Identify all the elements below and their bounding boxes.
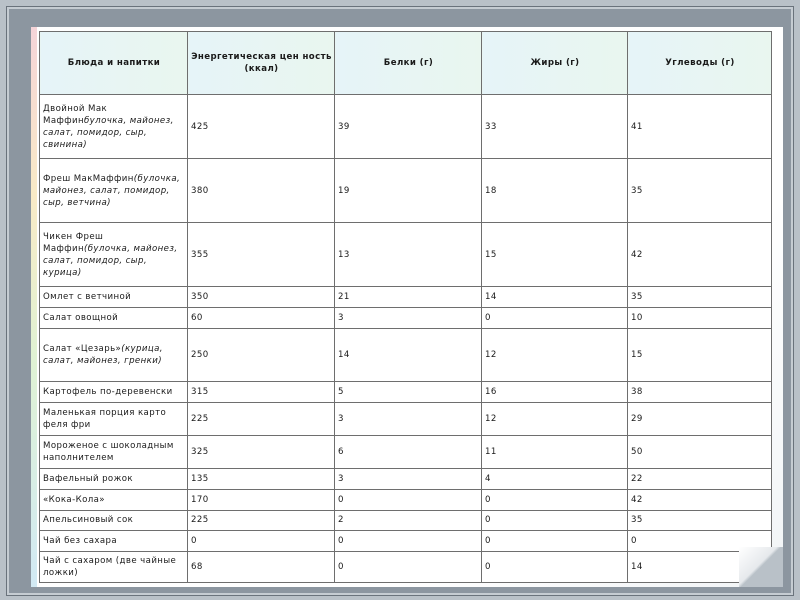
header-fat: Жиры (г) [482,32,628,95]
table-row [40,223,772,287]
dish-name: Апельсиновый сок [43,515,134,526]
cell-fat: 11 [482,436,628,469]
cell-energy: 350 [188,287,335,308]
cell-energy: 0 [188,531,335,552]
cell-protein: 0 [335,489,482,510]
cell-carbs: 29 [628,403,772,436]
cell-carbs: 0 [628,531,772,552]
cell-energy: 68 [188,551,335,582]
dish-name: Салат овощной [43,312,119,323]
dish-name: Двойной Мак Маффин [43,103,108,126]
cell-dish [40,95,188,159]
cell-protein: 3 [335,403,482,436]
table-row [40,436,772,469]
cell-energy: 225 [188,510,335,531]
dish-name: Чай с сахаром (две чайные ложки) [43,555,177,578]
table-row [40,159,772,223]
table-row [40,510,772,531]
cell-energy: 355 [188,223,335,287]
cell-protein: 21 [335,287,482,308]
dish-name: Чай без сахара [43,536,118,547]
slide-canvas [31,27,783,587]
cell-protein: 3 [335,307,482,328]
cell-carbs: 42 [628,489,772,510]
cell-protein: 39 [335,95,482,159]
slide-frame [6,6,794,596]
cell-protein: 14 [335,328,482,382]
cell-carbs: 10 [628,307,772,328]
cell-fat: 12 [482,403,628,436]
cell-carbs: 22 [628,469,772,490]
cell-carbs: 14 [628,551,772,582]
dish-name: Маленькая порция карто феля фри [43,408,167,431]
table-row [40,531,772,552]
table-row [40,489,772,510]
cell-energy: 60 [188,307,335,328]
cell-carbs: 50 [628,436,772,469]
cell-fat: 0 [482,510,628,531]
cell-protein: 0 [335,531,482,552]
cell-carbs: 35 [628,159,772,223]
cell-protein: 2 [335,510,482,531]
cell-fat: 4 [482,469,628,490]
cell-fat: 0 [482,489,628,510]
cell-dish [40,223,188,287]
cell-fat: 33 [482,95,628,159]
table-row [40,287,772,308]
cell-energy: 250 [188,328,335,382]
cell-dish [40,307,188,328]
cell-dish [40,531,188,552]
dish-name: Фреш МакМаффин [43,173,134,184]
cell-protein: 5 [335,382,482,403]
cell-energy: 135 [188,469,335,490]
cell-dish [40,287,188,308]
cell-carbs: 35 [628,287,772,308]
dish-name: Чикен Фреш Маффин [43,231,104,254]
dish-ingredients: (булочка, майонез, салат, помидор, сыр, ветчина) [43,173,181,208]
cell-dish [40,510,188,531]
cell-protein: 6 [335,436,482,469]
cell-protein: 0 [335,551,482,582]
cell-fat: 12 [482,328,628,382]
cell-protein: 13 [335,223,482,287]
cell-dish [40,328,188,382]
cell-energy: 325 [188,436,335,469]
cell-carbs: 42 [628,223,772,287]
cell-fat: 18 [482,159,628,223]
cell-energy: 425 [188,95,335,159]
table-row [40,469,772,490]
header-protein: Белки (г) [335,32,482,95]
table-row [40,307,772,328]
page-curl [739,547,783,587]
cell-fat: 0 [482,551,628,582]
cell-carbs: 35 [628,510,772,531]
dish-name: Мороженое с шоколадным наполнителем [43,441,174,464]
cell-dish [40,382,188,403]
table-row [40,95,772,159]
dish-ingredients: (булочка, майонез, салат, помидор, сыр, курица) [43,243,178,278]
cell-fat: 15 [482,223,628,287]
dish-name: Картофель по-деревенски [43,387,173,398]
cell-fat: 14 [482,287,628,308]
cell-protein: 3 [335,469,482,490]
cell-fat: 16 [482,382,628,403]
decorative-ribbon [31,27,37,587]
dish-name: Омлет с ветчиной [43,292,132,303]
table-body [40,95,772,583]
dish-ingredients: булочка, майонез, салат, помидор, сыр, свинина) [43,115,174,150]
table-row [40,403,772,436]
header-dish: Блюда и напитки [40,32,188,95]
cell-dish [40,469,188,490]
cell-dish [40,403,188,436]
cell-carbs: 15 [628,328,772,382]
cell-energy: 315 [188,382,335,403]
cell-dish [40,489,188,510]
header-carbs: Углеводы (г) [628,32,772,95]
cell-protein: 19 [335,159,482,223]
cell-fat: 0 [482,307,628,328]
cell-fat: 0 [482,531,628,552]
dish-name: Вафельный рожок [43,474,133,485]
cell-carbs: 41 [628,95,772,159]
table-header-row [40,32,772,95]
cell-energy: 225 [188,403,335,436]
cell-carbs: 38 [628,382,772,403]
table-row [40,328,772,382]
cell-energy: 380 [188,159,335,223]
cell-dish [40,159,188,223]
table-row [40,382,772,403]
dish-name: «Кока-Кола» [43,494,105,505]
dish-ingredients: (курица, салат, майонез, гренки) [43,344,163,366]
nutrition-table [39,31,772,583]
header-energy: Энергетическая цен ность (ккал) [188,32,335,95]
table-row [40,551,772,582]
cell-dish [40,436,188,469]
cell-dish [40,551,188,582]
cell-energy: 170 [188,489,335,510]
dish-name: Салат «Цезарь» [43,344,122,354]
